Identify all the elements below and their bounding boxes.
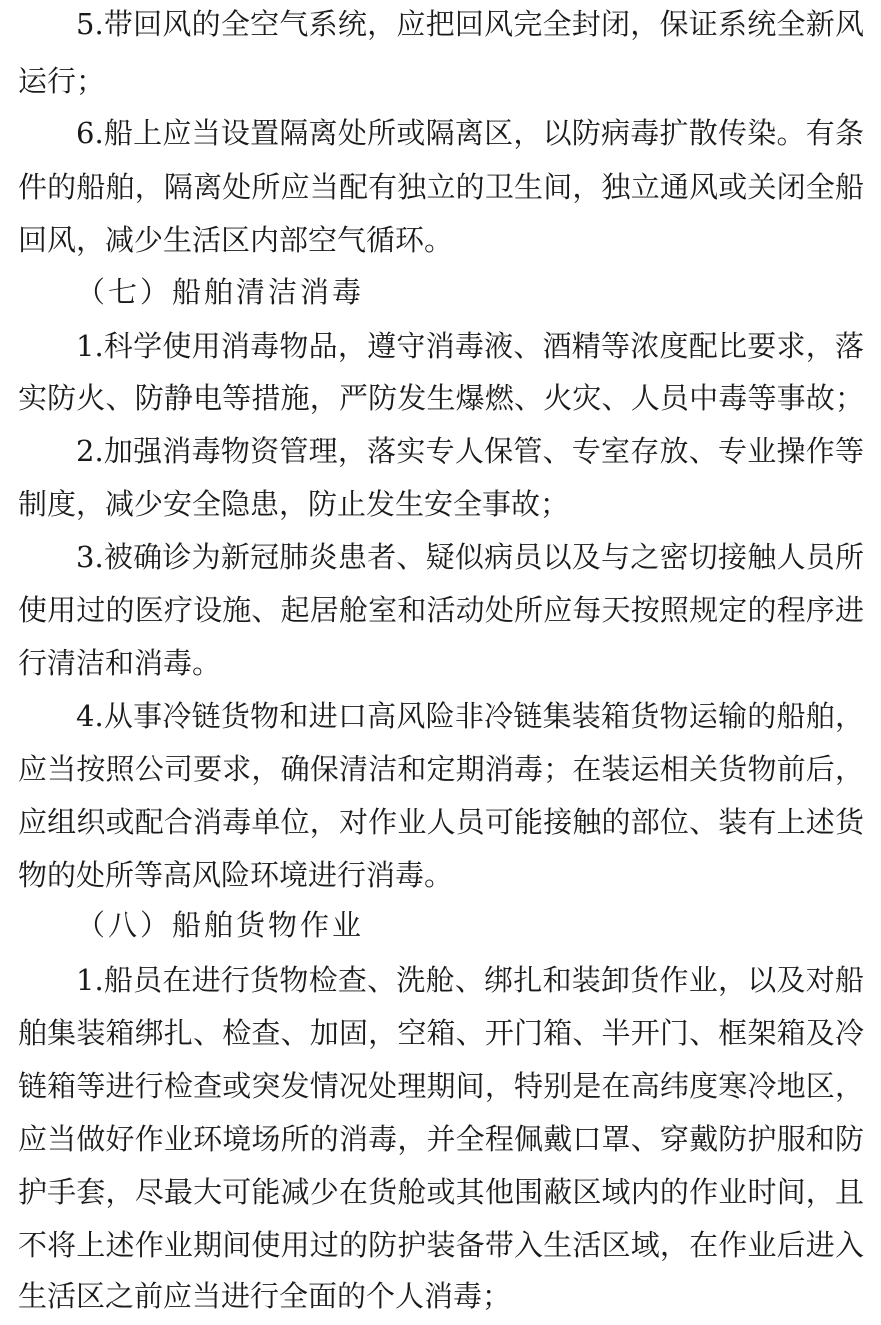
paragraph-5-line-2: 运行； bbox=[18, 64, 106, 98]
clean-item-1-line-2: 实防火、防静电等措施，严防发生爆燃、火灾、人员中毒等事故； bbox=[18, 381, 864, 415]
paragraph-6-line-2: 件的船舶，隔离处所应当配有独立的卫生间，独立通风或关闭全船 bbox=[18, 170, 864, 204]
clean-item-4-line-3: 应组织或配合消毒单位，对作业人员可能接触的部位、装有上述货 bbox=[18, 805, 864, 839]
cargo-item-1-line-6: 不将上述作业期间使用过的防护装备带入生活区域，在作业后进入 bbox=[18, 1228, 864, 1262]
clean-item-2-line-1: 2.加强消毒物资管理，落实专人保管、专室存放、专业操作等 bbox=[76, 434, 864, 468]
cargo-item-1-line-5: 护手套，尽最大可能减少在货舱或其他围蔽区域内的作业时间，且 bbox=[18, 1175, 864, 1209]
clean-item-2-line-2: 制度，减少安全隐患，防止发生安全事故； bbox=[18, 487, 570, 521]
cargo-item-1-line-4: 应当做好作业环境场所的消毒，并全程佩戴口罩、穿戴防护服和防 bbox=[18, 1122, 864, 1156]
clean-item-4-line-1: 4.从事冷链货物和进口高风险非冷链集装箱货物运输的船舶， bbox=[76, 699, 864, 733]
paragraph-6-line-3: 回风，减少生活区内部空气循环。 bbox=[18, 223, 454, 257]
clean-item-1-line-1: 1.科学使用消毒物品，遵守消毒液、酒精等浓度配比要求，落 bbox=[76, 329, 864, 363]
cargo-item-1-line-2: 舶集装箱绑扎、检查、加固，空箱、开门箱、半开门、框架箱及冷 bbox=[18, 1016, 864, 1050]
clean-item-3-line-2: 使用过的医疗设施、起居舱室和活动处所应每天按照规定的程序进 bbox=[18, 593, 864, 627]
clean-item-3-line-1: 3.被确诊为新冠肺炎患者、疑似病员以及与之密切接触人员所 bbox=[76, 540, 864, 574]
section-heading-7: （七）船舶清洁消毒 bbox=[76, 275, 365, 309]
clean-item-4-line-4: 物的处所等高风险环境进行消毒。 bbox=[18, 858, 454, 892]
clean-item-4-line-2: 应当按照公司要求，确保清洁和定期消毒；在装运相关货物前后， bbox=[18, 752, 864, 786]
cargo-item-1-line-3: 链箱等进行检查或突发情况处理期间，特别是在高纬度寒冷地区， bbox=[18, 1069, 864, 1103]
cargo-item-1-line-1: 1.船员在进行货物检查、洗舱、绑扎和装卸货作业，以及对船 bbox=[76, 963, 864, 997]
paragraph-6-line-1: 6.船上应当设置隔离处所或隔离区，以防病毒扩散传染。有条 bbox=[76, 116, 864, 150]
cargo-item-1-line-7: 生活区之前应当进行全面的个人消毒； bbox=[18, 1279, 512, 1313]
paragraph-5-line-1: 5.带回风的全空气系统，应把回风完全封闭，保证系统全新风 bbox=[76, 7, 864, 41]
section-heading-8: （八）船舶货物作业 bbox=[76, 908, 365, 942]
clean-item-3-line-3: 行清洁和消毒。 bbox=[18, 646, 222, 680]
